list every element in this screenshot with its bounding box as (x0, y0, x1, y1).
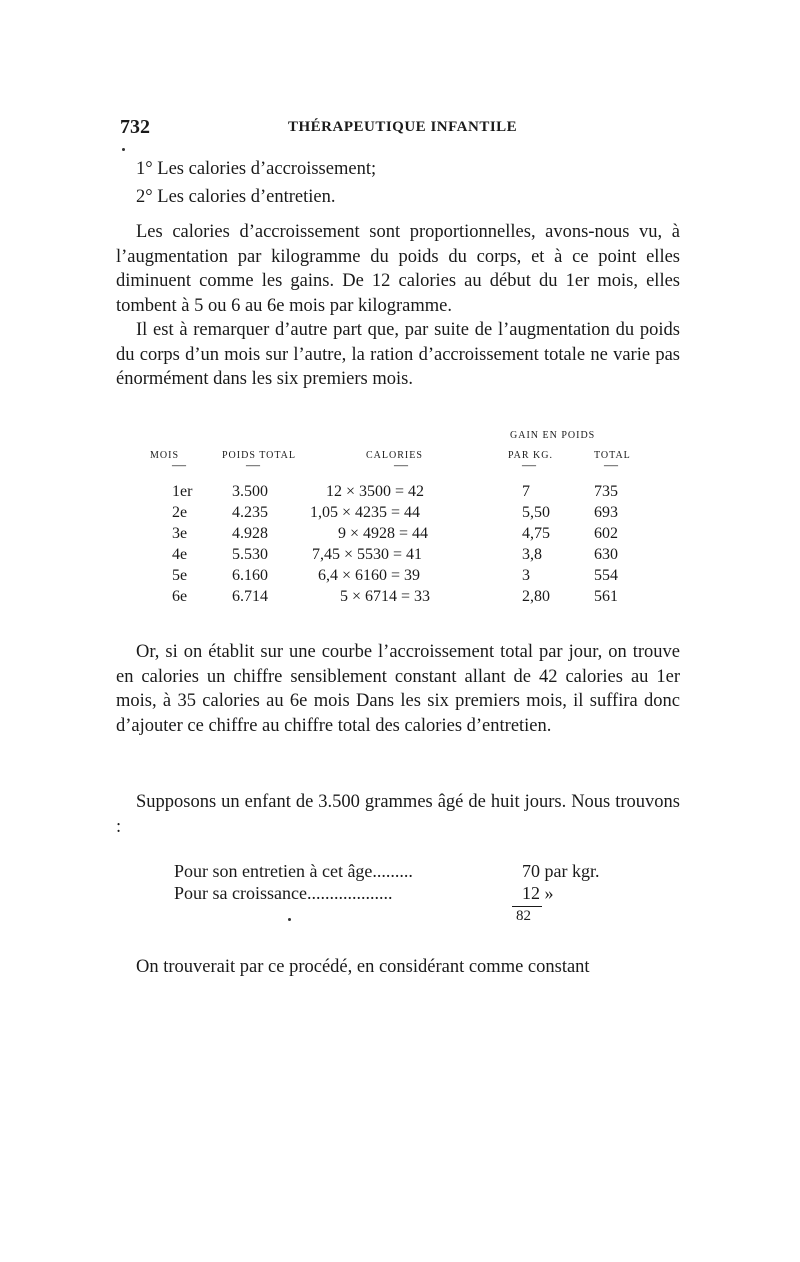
cell-total: 554 (594, 567, 618, 584)
paragraph-4: Supposons un enfant de 3.500 grammes âgé de huit jours. Nous trouvons : (116, 792, 680, 837)
paragraph-1: Les calories d’accroissement sont proportionnelles, avons-nous vu, à l’augmentation par kilogramme du poids du corps, et à ce point elles diminuent comme les gains. De 12 calories au début du 1er mois, elles tombent à 5 ou 6 au 6e mois par kilogramme. (116, 222, 680, 316)
paragraph-2: Il est à remarquer d’autre part que, par suite de l’augmentation du poids du corps d’un mois sur l’autre, la ration d’accroissement totale ne varie pas énormément dans les six premiers mois. (116, 320, 680, 389)
paragraph-3: Or, si on établit sur une courbe l’accroissement total par jour, on trouve en calories un chiffre sensiblement constant allant de 42 calories au 1er mois, à 35 calories au 6e mois Dans les six premiers mois, il suffira donc d’ajouter ce chiffre au chiffre total des calories d’entretien. (116, 642, 680, 736)
column-dash: — (604, 458, 618, 473)
cell-total: 561 (594, 588, 618, 605)
cell-total: 693 (594, 504, 618, 521)
column-header-mois: MOIS (150, 450, 180, 461)
calc-row-entretien (174, 860, 644, 882)
cell-calories: 7,45 × 5530 = 41 (312, 546, 423, 563)
cell-calories: 12 × 3500 = 42 (326, 483, 425, 500)
cell-mois: 2e (172, 504, 188, 521)
cell-mois: 6e (172, 588, 188, 605)
ink-speck (122, 148, 125, 151)
calc-value-entretien: 70 par kgr. (522, 861, 600, 881)
column-header-par-kg: PAR KG. (508, 450, 553, 461)
cell-total: 630 (594, 546, 618, 563)
cell-mois: 3e (172, 525, 188, 542)
column-dash: — (522, 458, 536, 473)
cell-poids: 4.928 (232, 525, 268, 542)
calc-sum: 82 (516, 908, 531, 924)
column-group-header: GAIN EN POIDS (510, 430, 596, 441)
cell-mois: 1er (172, 483, 193, 500)
cell-poids: 3.500 (232, 483, 268, 500)
calc-row-croissance (174, 882, 644, 904)
page-number: 732 (120, 116, 150, 138)
cell-poids: 6.714 (232, 588, 268, 605)
cell-par-kg: 7 (522, 483, 530, 500)
sum-rule (512, 906, 542, 907)
calc-label-croissance: Pour sa croissance................... (174, 883, 393, 903)
column-dash: — (394, 458, 408, 473)
cell-par-kg: 2,80 (522, 588, 550, 605)
calc-value-croissance: 12 » (522, 883, 554, 903)
cell-calories: 5 × 6714 = 33 (340, 588, 431, 605)
paragraph-5: On trouverait par ce procédé, en considérant comme constant (136, 957, 590, 977)
cell-mois: 4e (172, 546, 188, 563)
cell-mois: 5e (172, 567, 188, 584)
cell-calories: 1,05 × 4235 = 44 (310, 504, 421, 521)
calculation-block (174, 860, 644, 904)
cell-total: 735 (594, 483, 618, 500)
cell-par-kg: 5,50 (522, 504, 550, 521)
cell-calories: 9 × 4928 = 44 (338, 525, 429, 542)
cell-poids: 5.530 (232, 546, 268, 563)
page-header (120, 116, 680, 140)
ink-speck (288, 918, 291, 921)
column-header-calories: CALORIES (366, 450, 423, 461)
cell-poids: 4.235 (232, 504, 268, 521)
cell-total: 602 (594, 525, 618, 542)
cell-par-kg: 3,8 (522, 546, 542, 563)
cell-par-kg: 3 (522, 567, 530, 584)
cell-calories: 6,4 × 6160 = 39 (318, 567, 421, 584)
column-header-poids: POIDS TOTAL (222, 450, 297, 461)
cell-par-kg: 4,75 (522, 525, 550, 542)
column-header-total: TOTAL (594, 450, 631, 461)
cell-poids: 6.160 (232, 567, 268, 584)
running-title: THÉRAPEUTIQUE INFANTILE (288, 119, 518, 135)
column-dash: — (172, 458, 186, 473)
calc-label-entretien: Pour son entretien à cet âge......... (174, 861, 413, 881)
list-item-1: 1° Les calories d’accroissement; (136, 159, 377, 179)
column-dash: — (246, 458, 260, 473)
list-item-2: 2° Les calories d’entretien. (136, 187, 336, 207)
